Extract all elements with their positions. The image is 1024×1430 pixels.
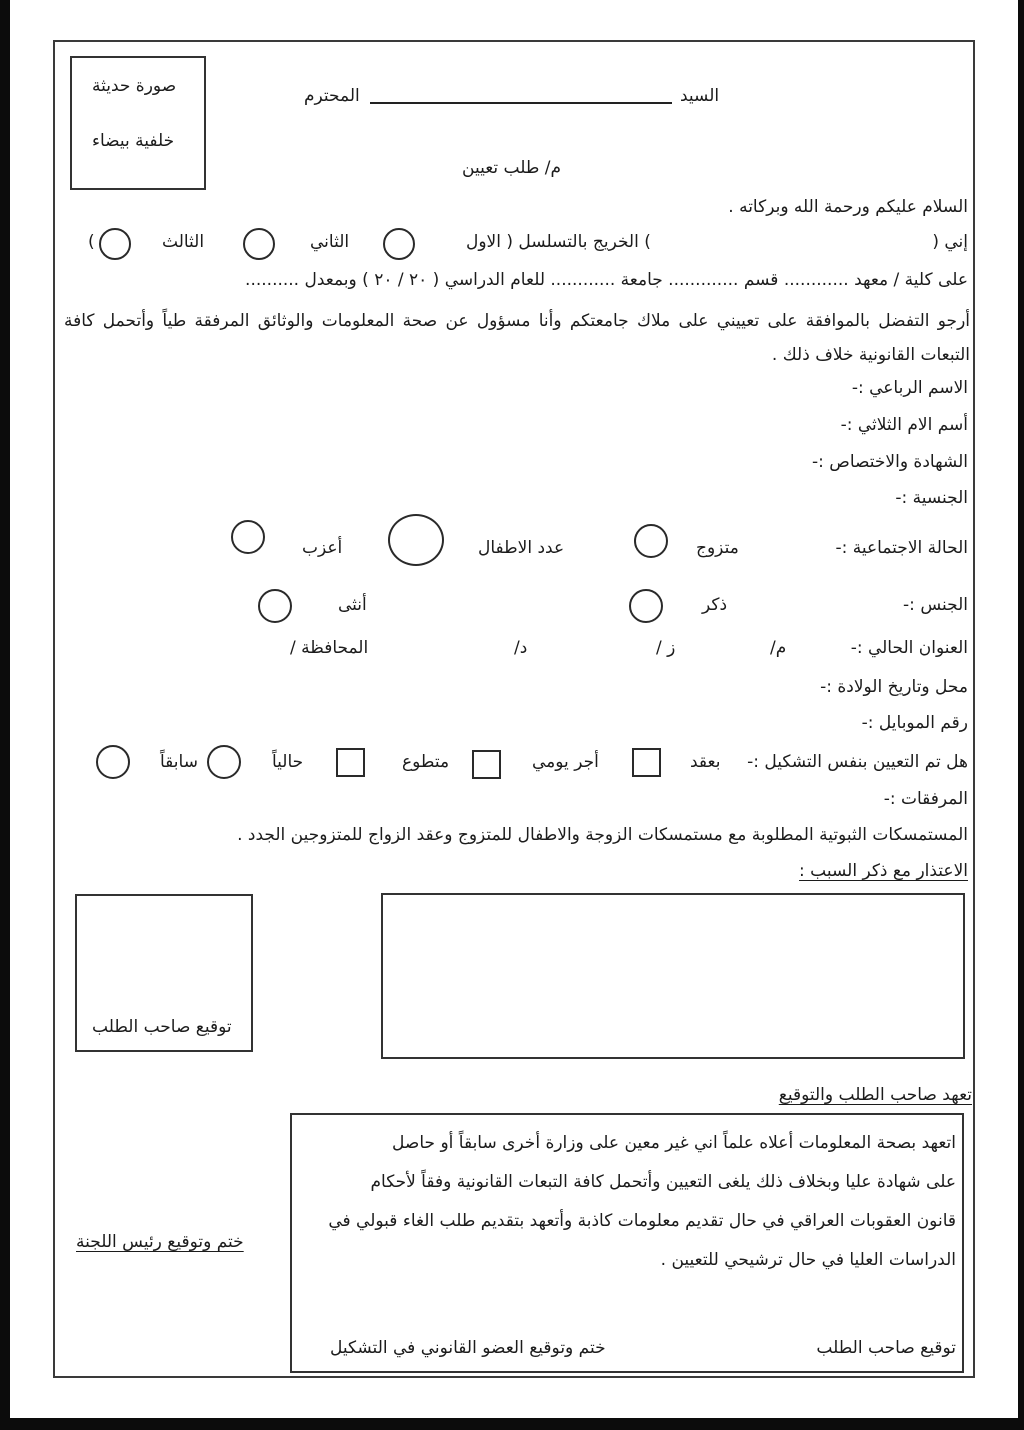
pledge-title: تعهد صاحب الطلب والتوقيع [778,1085,972,1105]
attachments-text: المستمسكات الثبوتية المطلوبة مع مستمسكات الزوجة والاطفال للمتزوج وعقد الزواج للمتزوجين الجدد . [237,825,968,845]
address-mahalla[interactable]: م/ [770,638,787,658]
graduate-closing: ) [88,232,95,252]
address-zuqaq[interactable]: ز / [656,638,676,658]
addressee-name-line[interactable] [370,102,672,104]
pledge-line: الدراسات العليا في حال ترشيحي للتعيين . [660,1250,956,1270]
excuse-label: الاعتذار مع ذكر السبب : [799,861,968,881]
birth-field[interactable]: محل وتاريخ الولادة :- [820,677,968,697]
contract-label: بعقد [690,752,721,772]
pledge-applicant-signature: توقيع صاحب الطلب [816,1338,956,1358]
rank-second-radio[interactable] [243,228,275,260]
rank-third-radio[interactable] [99,228,131,260]
daily-wage-checkbox[interactable] [472,750,501,779]
female-label: أنثى [338,595,367,615]
pledge-line: اتعهد بصحة المعلومات أعلاه علماً اني غير معين على وزارة أخرى سابقاً أو حاصل [392,1133,956,1153]
attachments-label: المرفقات :- [883,789,968,809]
subject-line: م/ طلب تعيين [462,158,562,178]
mobile-field[interactable]: رقم الموبايل :- [861,713,968,733]
marital-status-label: الحالة الاجتماعية :- [835,538,968,558]
volunteer-checkbox[interactable] [336,748,365,777]
single-label: أعزب [302,538,343,558]
college-line: على كلية / معهد ............ قسم ............. جامعة ............ للعام الدراسي ( ٢٠ / ٢٠ ) وبمعدل .......... [245,270,968,290]
previously-radio[interactable] [96,745,130,779]
pledge-legal-member-signature: ختم وتوقيع العضو القانوني في التشكيل [330,1338,606,1358]
pledge-line: على شهادة عليا وبخلاف ذلك يلغى التعيين وأتحمل كافة التبعات القانونية وفقاً لأحكام [370,1172,956,1192]
rank-first-radio[interactable] [383,228,415,260]
previously-label: سابقاً [160,752,198,772]
currently-radio[interactable] [207,745,241,779]
mother-name-field[interactable]: أسم الام الثلاثي :- [840,415,968,435]
committee-signature: ختم وتوقيع رئيس اللجنة [76,1232,244,1252]
married-label: متزوج [696,538,739,558]
full-name-field[interactable]: الاسم الرباعي :- [851,378,968,398]
children-count-circle[interactable] [388,514,444,566]
request-paragraph: أرجو التفضل بالموافقة على تعييني على ملاك جامعتكم وأنا مسؤول عن صحة المعلومات والوثائق المرفقة طياً وأتحمل كافة التبعات القانونية خلاف ذلك . [64,311,970,365]
degree-field[interactable]: الشهادة والاختصاص :- [812,452,968,472]
married-radio[interactable] [634,524,668,558]
male-label: ذكر [702,595,728,615]
volunteer-label: متطوع [402,752,450,772]
address-dar[interactable]: د/ [514,638,528,658]
prior-appointment-label: هل تم التعيين بنفس التشكيل :- [747,752,968,772]
address-governorate[interactable]: المحافظة / [290,638,369,658]
currently-label: حالياً [272,752,304,772]
contract-checkbox[interactable] [632,748,661,777]
rank-second-label: الثاني [310,232,350,252]
gender-label: الجنس :- [903,595,968,615]
addressee-prefix: السيد [680,86,720,106]
female-radio[interactable] [258,589,292,623]
pledge-line: قانون العقوبات العراقي في حال تقديم معلومات كاذبة وأتعهد بتقديم طلب الغاء قبولي في [328,1211,956,1231]
excuse-reason-box[interactable] [381,893,965,1059]
greeting: السلام عليكم ورحمة الله وبركاته . [728,197,968,217]
graduate-intro: إني ( [932,232,968,252]
children-count-label: عدد الاطفال [478,538,565,558]
address-label: العنوان الحالي :- [850,638,968,658]
rank-third-label: الثالث [162,232,205,252]
graduate-rank-label: ) الخريج بالتسلسل ( الاول [466,232,651,252]
single-radio[interactable] [231,520,265,554]
applicant-signature-box-label: توقيع صاحب الطلب [92,1017,232,1037]
photo-box-line2: خلفية بيضاء [92,131,175,151]
nationality-field[interactable]: الجنسية :- [895,488,968,508]
addressee-suffix: المحترم [304,86,360,106]
photo-box-line1: صورة حديثة [92,76,177,96]
male-radio[interactable] [629,589,663,623]
daily-wage-label: أجر يومي [532,752,599,772]
